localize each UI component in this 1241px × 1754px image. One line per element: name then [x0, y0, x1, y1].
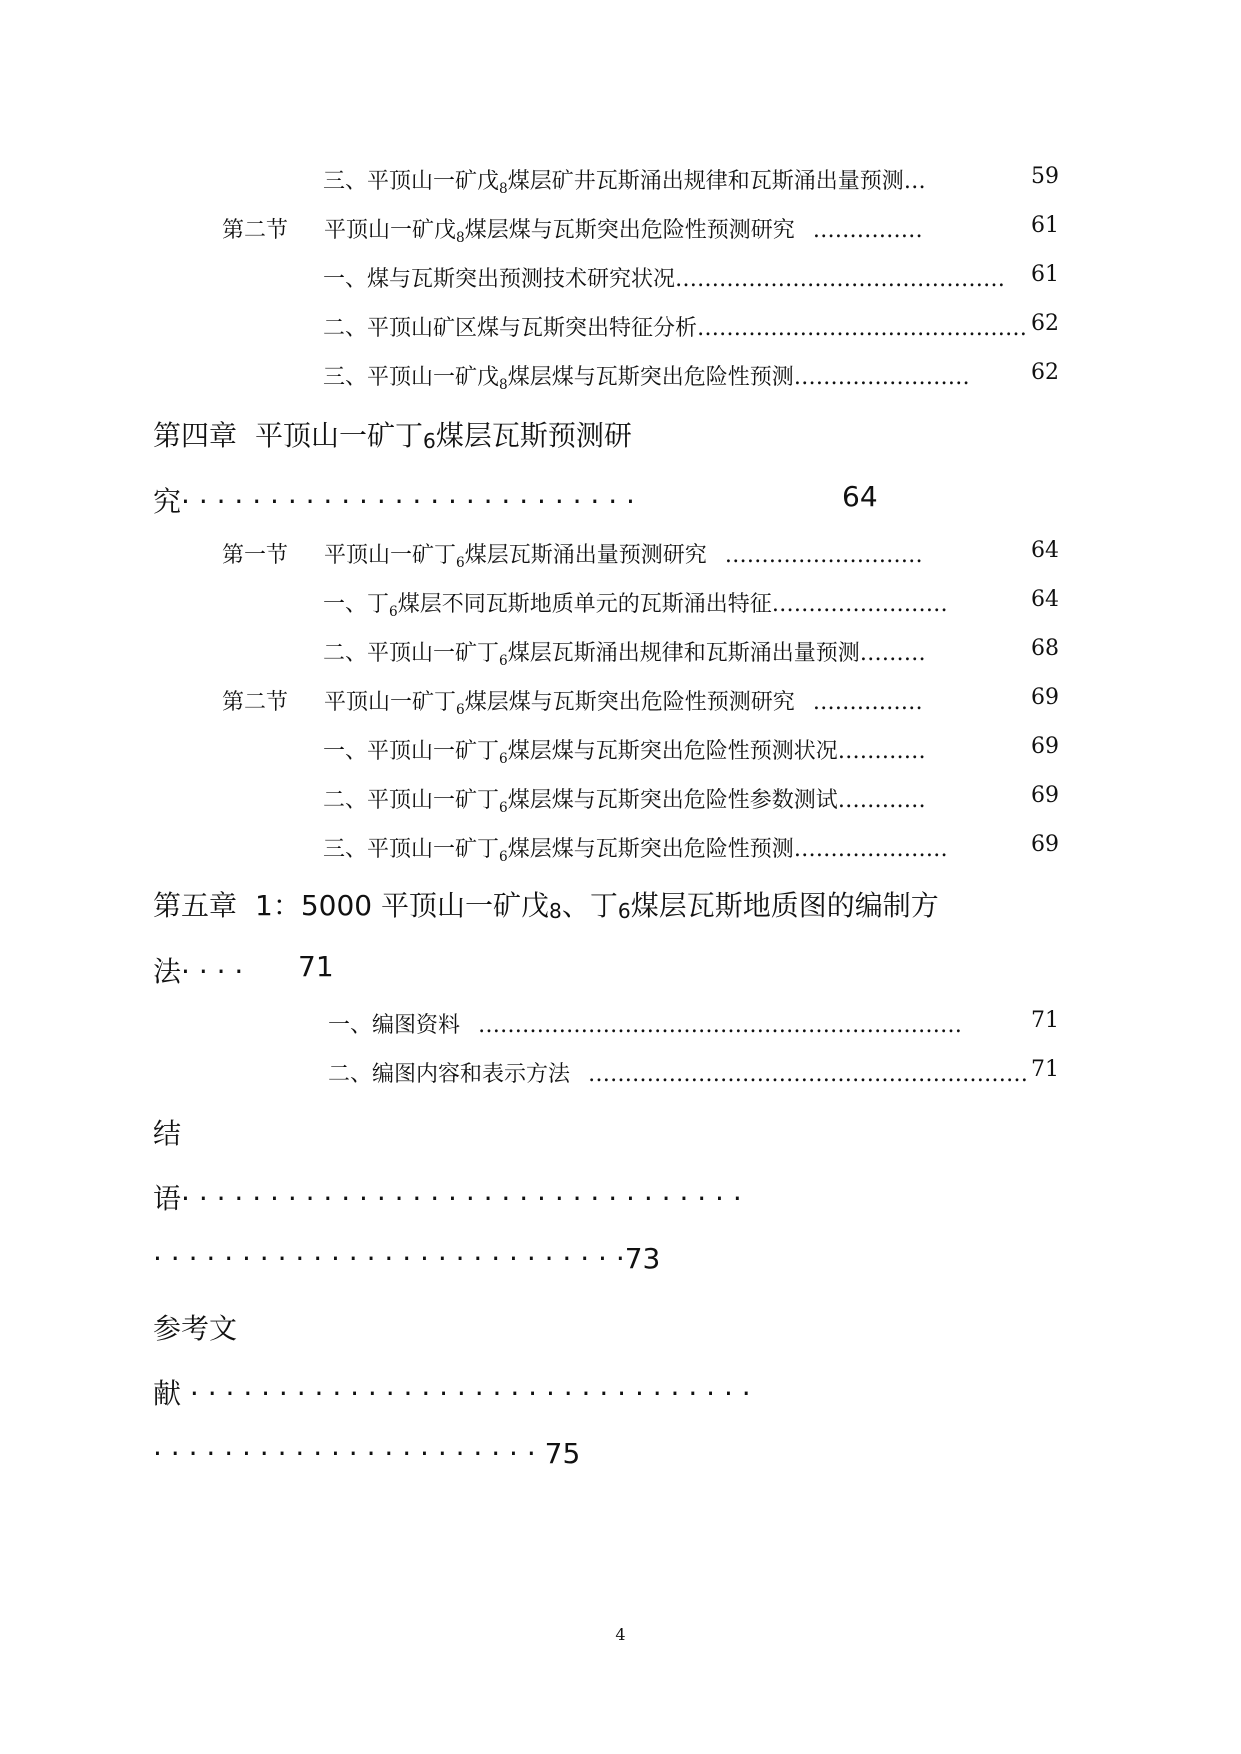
toc-page-number: 71 [1031, 1057, 1059, 1082]
toc-references-line1: 参考文 [153, 1312, 238, 1345]
toc-entry-item: 一、煤与瓦斯突出预测技术研究状况……………………………………… [323, 267, 1006, 292]
toc-page-number: 64 [1031, 538, 1059, 563]
toc-references-line2: 献 · · · · · · · · · · · · · · · · · · · · · · · · · · · · · · · · [153, 1377, 751, 1410]
toc-page-number: 75 [544, 1437, 581, 1470]
toc-entry-item: 一、平顶山一矿丁$_6$煤层煤与瓦斯突出危险性预测状况………… [323, 739, 926, 767]
toc-chapter-heading: 第五章 1：5000 平顶山一矿戊8、丁6煤层瓦斯地质图的编制方 [153, 889, 939, 924]
toc-page-number: 61 [1031, 213, 1059, 238]
toc-entry-item: 三、平顶山一矿丁$_6$煤层煤与瓦斯突出危险性预测………………… [323, 837, 948, 865]
toc-page-number: 61 [1031, 262, 1059, 287]
toc-entry-item: 二、平顶山一矿丁$_6$煤层瓦斯涌出规律和瓦斯涌出量预测……… [323, 641, 926, 669]
toc-page-number: 62 [1031, 360, 1059, 385]
toc-conclusion-line2: 语· · · · · · · · · · · · · · · · · · · · · · · · · · · · · · · · [153, 1182, 742, 1215]
toc-entry-section: 第二节 平顶山一矿丁$_6$煤层煤与瓦斯突出危险性预测研究 …………… [222, 690, 923, 718]
toc-entry-item: 一、编图资料 ………………………………………………………… [328, 1013, 963, 1038]
toc-entry-section: 第一节 平顶山一矿丁$_6$煤层瓦斯涌出量预测研究 ……………………… [222, 543, 923, 571]
toc-page-number: 59 [1031, 164, 1059, 189]
toc-page-number: 69 [1031, 734, 1059, 759]
toc-conclusion-line1: 结 [153, 1117, 182, 1150]
page-number-footer: 4 [615, 1625, 626, 1644]
toc-entry-item: 二、平顶山矿区煤与瓦斯突出特征分析……………………………………… [323, 316, 1028, 341]
toc-page-number: 69 [1031, 783, 1059, 808]
toc-chapter-continuation: 究· · · · · · · · · · · · · · · · · · · · · · · · · · [153, 485, 635, 518]
toc-page-number: 73 [624, 1242, 661, 1275]
toc-page-number: 69 [1031, 685, 1059, 710]
toc-references-line3: · · · · · · · · · · · · · · · · · · · · · · 75 [153, 1437, 581, 1470]
toc-page-number: 64 [1031, 587, 1059, 612]
toc-entry-section: 第二节 平顶山一矿戊$_8$煤层煤与瓦斯突出危险性预测研究 …………… [222, 218, 923, 246]
toc-entry-item: 二、编图内容和表示方法 …………………………………………………… [328, 1062, 1029, 1087]
toc-entry-item: 二、平顶山一矿丁$_6$煤层煤与瓦斯突出危险性参数测试………… [323, 788, 926, 816]
toc-entry-item: 三、平顶山一矿戊$_8$煤层煤与瓦斯突出危险性预测…………………… [323, 365, 970, 393]
toc-page-number: 71 [298, 950, 334, 983]
toc-chapter-continuation: 法· · · · [153, 955, 244, 988]
toc-page-number: 64 [842, 480, 878, 513]
toc-chapter-heading: 第四章 平顶山一矿丁6煤层瓦斯预测研 [153, 419, 632, 454]
toc-conclusion-line3: · · · · · · · · · · · · · · · · · · · · · · · · · · ·73 [153, 1242, 661, 1275]
toc-entry-item: 三、平顶山一矿戊$_8$煤层矿井瓦斯涌出规律和瓦斯涌出量预测… [323, 169, 926, 197]
toc-entry-item: 一、丁$_6$煤层不同瓦斯地质单元的瓦斯涌出特征…………………… [323, 592, 948, 620]
toc-page-number: 69 [1031, 832, 1059, 857]
toc-page-number: 68 [1031, 636, 1059, 661]
toc-page-number: 62 [1031, 311, 1059, 336]
toc-page-number: 71 [1031, 1008, 1059, 1033]
